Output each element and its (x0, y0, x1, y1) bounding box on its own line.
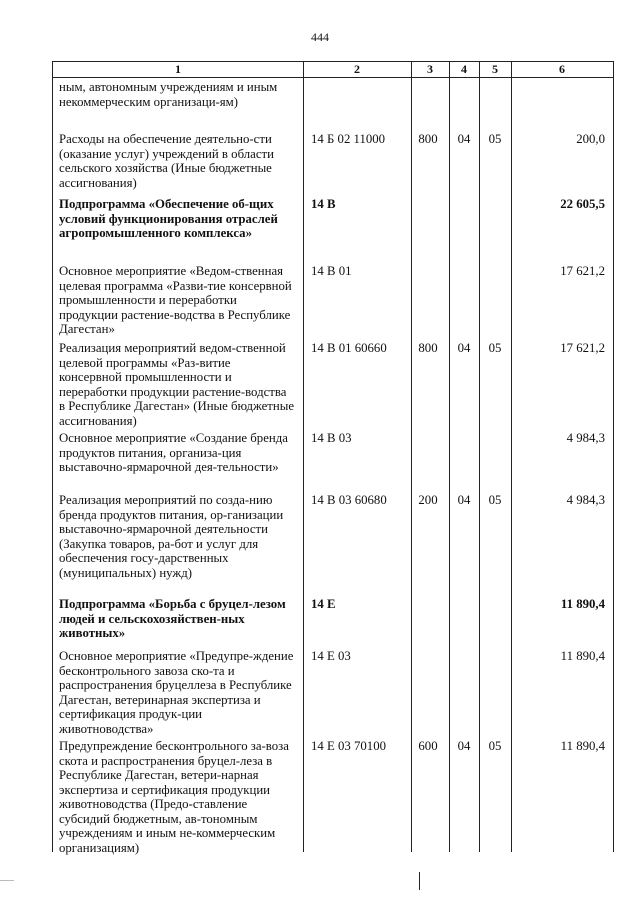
row-sum: 11 890,4 (560, 649, 605, 663)
row-code: 14 В 01 60660 (311, 341, 387, 355)
row-code: 14 Е (311, 597, 336, 611)
row-code: 14 В 01 (311, 264, 352, 278)
row-code: 14 Б 02 11000 (311, 132, 386, 146)
header-col-5: 5 (492, 62, 498, 76)
column-divider (303, 62, 304, 852)
row-name: ным, автономным учреждениям и иным некоммерческим организаци-ям) (59, 80, 278, 109)
row-name: Основное мероприятие «Ведом-ственная целевая программа «Разви-тие консервной промышленности и переработки продукции растение-водства в Республике Дагестан» (59, 264, 292, 336)
row-sum: 4 984,3 (566, 431, 605, 445)
table-header (53, 62, 613, 78)
row-code: 14 В (311, 197, 336, 211)
row-name: Подпрограмма «Борьба с бруцел-лезом людей и сельскохозяйствен-ных животных» (59, 597, 286, 640)
row-code: 14 Е 03 (311, 649, 351, 663)
column-divider (411, 62, 412, 852)
row-pr: 05 (488, 132, 502, 146)
row-pr: 05 (488, 341, 502, 355)
row-vr: 600 (418, 739, 438, 753)
header-col-4: 4 (461, 62, 467, 76)
row-sum: 17 621,2 (560, 341, 605, 355)
row-name: Основное мероприятие «Создание бренда продуктов питания, организа-ция выставочно-ярмарочной дея-тельности» (59, 431, 288, 474)
row-pr: 05 (488, 739, 502, 753)
row-name: Основное мероприятие «Предупре-ждение бесконтрольного завоза ско-та и распространения бруцеллеза в Республике Дагестан, ветеринарная экспертиза и сертификация продук-ции животноводства» (59, 649, 294, 736)
row-name: Предупреждение бесконтрольного за-воза скота и распространения бруцел-леза в Республике Дагестан, ветери-нарная экспертиза и сертификация продукции животноводства (Предо-ставление субсидий бюджетным, ав-тономным учреждениям и иным не-коммерческим организациям) (59, 739, 289, 855)
scan-mark (419, 872, 420, 890)
row-code: 14 Е 03 70100 (311, 739, 387, 753)
header-col-2: 2 (354, 62, 360, 76)
column-divider (449, 62, 450, 852)
row-sum: 11 890,4 (560, 597, 605, 611)
header-col-3: 3 (427, 62, 433, 76)
row-name: Реализация мероприятий ведом-ственной целевой программы «Раз-витие консервной промышленности и переработки продукции растение-водства в Республике Дагестан» (Иные бюджетные ассигнования) (59, 341, 295, 428)
row-name: Реализация мероприятий по созда-нию бренда продуктов питания, ор-ганизации выставочно-ярмарочной деятельности (Закупка товаров, ра-бот и услуг для обеспечения госу-дарственных (муниципальных) нужд) (59, 493, 284, 580)
scan-edge-line (0, 880, 14, 881)
column-divider (479, 62, 480, 852)
header-col-6: 6 (559, 62, 565, 76)
row-sum: 17 621,2 (560, 264, 605, 278)
budget-table (52, 61, 614, 855)
row-rz: 04 (457, 132, 471, 146)
column-divider (511, 62, 512, 852)
row-name: Расходы на обеспечение деятельно-сти (оказание услуг) учреждений в области сельского хозяйства (Иные бюджетные ассигнования) (59, 132, 274, 190)
row-vr: 200 (418, 493, 438, 507)
row-sum: 11 890,4 (560, 739, 605, 753)
row-rz: 04 (457, 341, 471, 355)
row-code: 14 В 03 (311, 431, 352, 445)
row-vr: 800 (418, 132, 438, 146)
row-sum: 200,0 (576, 132, 605, 146)
row-sum: 4 984,3 (566, 493, 605, 507)
row-rz: 04 (457, 493, 471, 507)
page-number: 444 (311, 30, 329, 44)
row-vr: 800 (418, 341, 438, 355)
row-sum: 22 605,5 (560, 197, 605, 211)
row-code: 14 В 03 60680 (311, 493, 387, 507)
row-name: Подпрограмма «Обеспечение об-щих условий функционирования отраслей агропромышленного комплекса» (59, 197, 278, 240)
row-pr: 05 (488, 493, 502, 507)
header-col-1: 1 (175, 62, 181, 76)
row-rz: 04 (457, 739, 471, 753)
